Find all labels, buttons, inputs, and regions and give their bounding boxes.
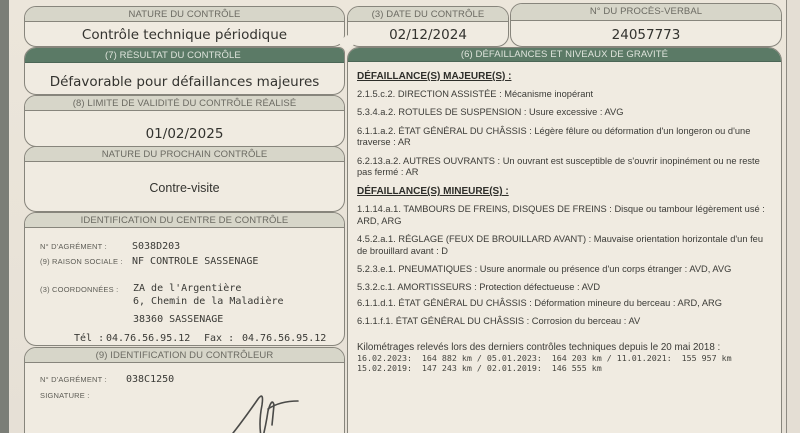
defaillances-box	[347, 47, 782, 433]
nature-controle-header: NATURE DU CONTRÔLE	[25, 7, 344, 22]
centre-raison-label: (9) RAISON SOCIALE :	[40, 257, 123, 266]
centre-raison-value: NF CONTROLE SASSENAGE	[132, 256, 259, 267]
kilometrages-line: 15.02.2019: 147 243 km / 02.01.2019: 146 555 km	[357, 362, 602, 373]
controleur-agrement-label: N° D'AGRÉMENT :	[40, 375, 107, 384]
kilometrages-title: Kilométrages relevés lors des derniers contrôles techniques depuis le 20 mai 2018 :	[357, 341, 721, 353]
defaillance-majeure-item: 6.2.13.a.2. AUTRES OUVRANTS : Un ouvrant est susceptible de s'ouvrir inopinément ou ne reste pas fermé : AR	[357, 155, 760, 178]
defaillances-body	[348, 62, 781, 373]
centre-coord-label: (3) COORDONNÉES :	[40, 285, 119, 294]
controleur-agrement-value: 038C1250	[126, 374, 175, 385]
proces-verbal-value: 24057773	[611, 27, 681, 43]
mineures-title: DÉFAILLANCE(S) MINEURE(S) :	[357, 186, 509, 198]
limite-validite-header: (8) LIMITE DE VALIDITÉ DU CONTRÔLE RÉALISÉ	[25, 96, 344, 111]
defaillances-header: (6) DÉFAILLANCES ET NIVEAUX DE GRAVITÉ	[348, 48, 781, 62]
limite-validite-box	[24, 95, 345, 147]
controleur-header: (9) IDENTIFICATION DU CONTRÔLEUR	[25, 348, 344, 363]
defaillance-mineure-item: 6.1.1.d.1. ÉTAT GÉNÉRAL DU CHÂSSIS : Déformation mineure du berceau : ARD, ARG	[357, 297, 722, 308]
centre-address-line1: ZA de l'Argentière	[133, 283, 242, 294]
defaillance-majeure-item: 5.3.4.a.2. ROTULES DE SUSPENSION : Usure excessive : AVG	[357, 107, 624, 118]
date-controle-value: 02/12/2024	[389, 27, 467, 43]
prochain-controle-header: NATURE DU PROCHAIN CONTRÔLE	[25, 147, 344, 162]
prochain-controle-box	[24, 146, 345, 212]
centre-address-line3: 38360 SASSENAGE	[133, 314, 224, 325]
resultat-box	[24, 47, 345, 95]
kilometrages-line: 16.02.2023: 164 882 km / 05.01.2023: 164 203 km / 11.01.2021: 155 957 km	[357, 352, 732, 363]
fax-label: Fax :	[204, 333, 235, 344]
defaillance-mineure-item: 6.1.1.f.1. ÉTAT GÉNÉRAL DU CHÂSSIS : Corrosion du berceau : AV	[357, 316, 641, 327]
prochain-controle-value: Contre-visite	[149, 181, 220, 195]
background-strip	[0, 0, 9, 433]
limite-validite-value: 01/02/2025	[145, 126, 224, 142]
signature-label: SIGNATURE :	[40, 391, 90, 400]
nature-controle-value: Contrôle technique périodique	[81, 27, 288, 43]
fax-value: 04.76.56.95.12	[242, 333, 327, 344]
centre-controle-header: IDENTIFICATION DU CENTRE DE CONTRÔLE	[25, 213, 344, 228]
date-controle-header: (3) DATE DU CONTRÔLE	[348, 7, 508, 22]
tel-value: 04.76.56.95.12	[106, 333, 191, 344]
centre-coord-row	[40, 285, 134, 294]
defaillance-mineure-item: 5.3.2.c.1. AMORTISSEURS : Protection défectueuse : AVD	[357, 282, 601, 293]
signature-scribble-icon	[220, 385, 320, 433]
centre-address-line2: 6, Chemin de la Maladière	[133, 296, 284, 307]
centre-raison-row	[40, 256, 258, 267]
resultat-value: Défavorable pour défaillances majeures	[49, 74, 320, 90]
centre-agrement-value: S038D203	[132, 241, 181, 252]
controleur-agrement-row	[40, 374, 174, 385]
defaillance-majeure-item: 6.1.1.a.2. ÉTAT GÉNÉRAL DU CHÂSSIS : Légère fêlure ou déformation d'un longeron ou d'une traverse : AR	[357, 125, 751, 148]
paper-edge	[786, 0, 800, 433]
centre-phone-row	[74, 333, 326, 344]
defaillance-mineure-item: 5.2.3.e.1. PNEUMATIQUES : Usure anormale ou présence d'un corps étranger : AVD, AVG	[357, 264, 732, 275]
tel-label: Tél :	[74, 333, 105, 344]
centre-controle-box	[24, 212, 345, 346]
resultat-header: (7) RÉSULTAT DU CONTRÔLE	[25, 48, 344, 63]
proces-verbal-box	[510, 3, 782, 47]
centre-agrement-label: N° D'AGRÉMENT :	[40, 242, 107, 251]
nature-controle-box	[24, 6, 345, 47]
majeures-title: DÉFAILLANCE(S) MAJEURE(S) :	[357, 71, 512, 82]
centre-agrement-row	[40, 241, 180, 252]
defaillance-mineure-item: 4.5.2.a.1. RÉGLAGE (FEUX DE BROUILLARD AVANT) : Mauvaise orientation horizontale d'un feu de brouillard avant : D	[357, 234, 764, 256]
date-controle-box	[347, 6, 509, 47]
defaillance-majeure-item: 2.1.5.c.2. DIRECTION ASSISTÉE : Mécanisme inopérant	[357, 89, 594, 99]
proces-verbal-header: N° DU PROCÈS-VERBAL	[511, 4, 781, 21]
defaillance-mineure-item: 1.1.14.a.1. TAMBOURS DE FREINS, DISQUES DE FREINS : Disque ou tambour légèrement usé : ARD, ARG	[357, 204, 765, 226]
